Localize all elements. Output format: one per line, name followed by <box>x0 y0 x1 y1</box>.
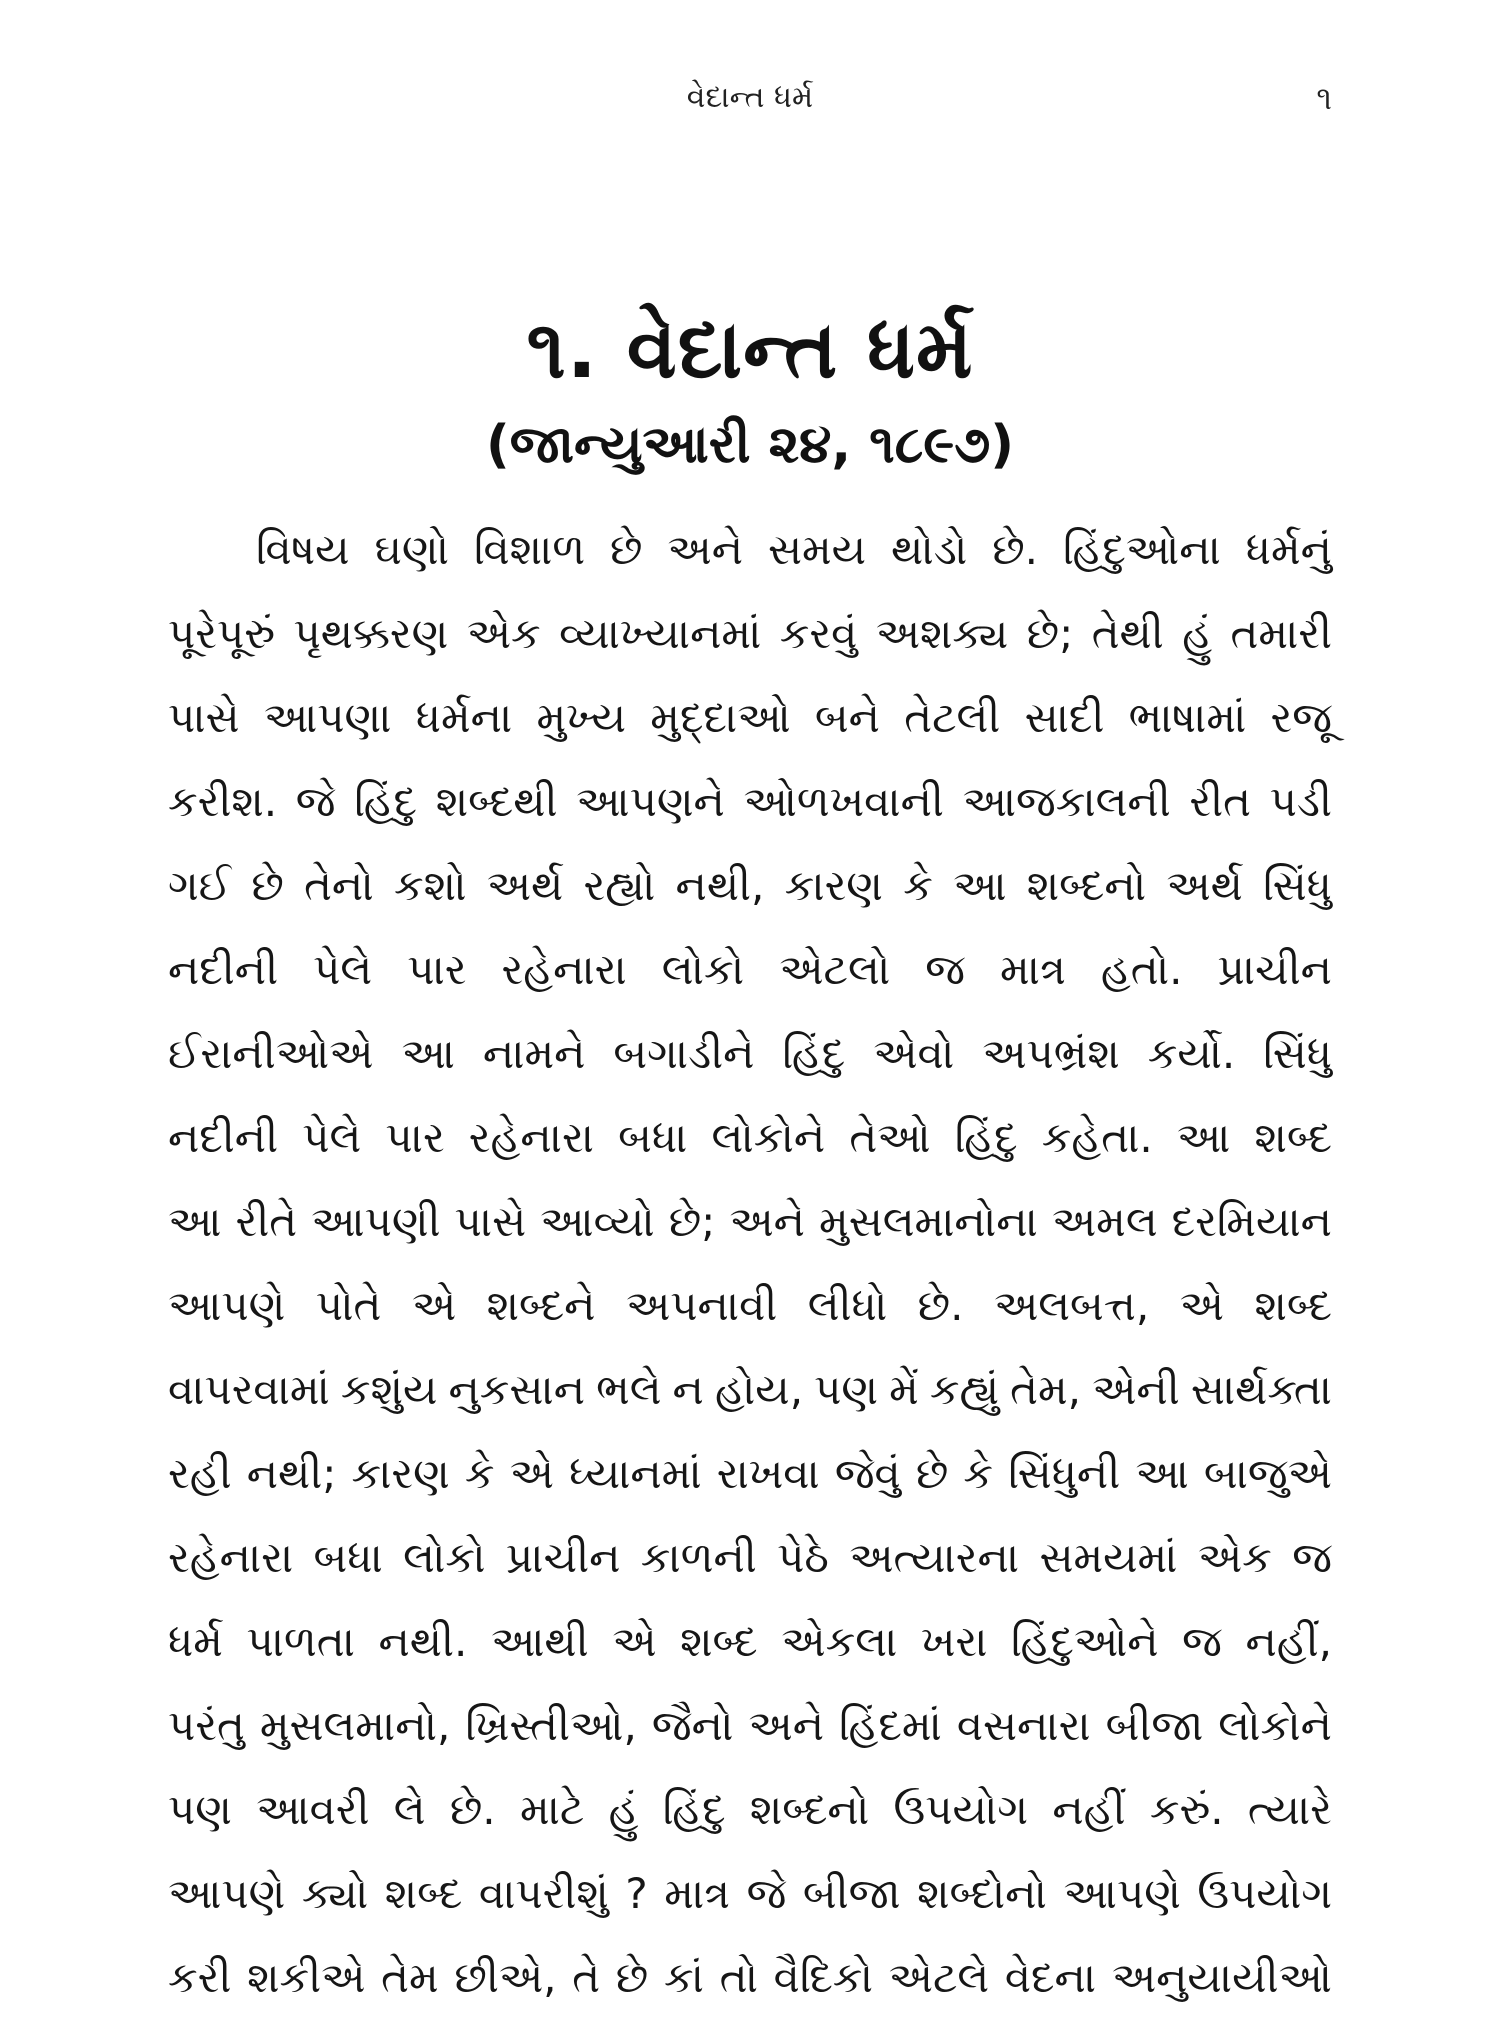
word: નથી, <box>675 861 765 910</box>
word: શબ્દનો <box>1026 861 1147 910</box>
word: પાર <box>407 945 467 994</box>
word: કે <box>903 861 933 910</box>
word: કાં <box>663 1953 704 2002</box>
word: કે <box>464 1449 495 1498</box>
word: એની <box>1092 1365 1180 1414</box>
word: નદીની <box>168 945 279 994</box>
word: ઉપયોગ <box>1197 1869 1332 1918</box>
word: બીજા <box>802 1869 901 1918</box>
word: સમયમાં <box>1039 1533 1178 1582</box>
word: ધર્મના <box>415 693 513 742</box>
word: એકલા <box>781 1617 898 1666</box>
word: લોકોને <box>711 1113 826 1162</box>
word: બધા <box>618 1113 688 1162</box>
word: એક <box>1197 1533 1272 1582</box>
word: છે. <box>992 525 1039 574</box>
word: આ <box>401 1029 455 1078</box>
word: ગઈ <box>168 861 232 910</box>
word: શબ્દ <box>680 1617 758 1666</box>
word: ધ્યાનમાં <box>569 1449 702 1498</box>
word: પૃથક્કરણ <box>293 609 449 658</box>
word: નથી. <box>378 1617 468 1666</box>
word: પેલે <box>313 945 373 994</box>
word: હિંદુ <box>354 777 418 826</box>
word: એવો <box>873 1029 955 1078</box>
word: પોતે <box>315 1281 382 1330</box>
word: પાસે <box>168 693 240 742</box>
word: સિંધુ <box>1263 1029 1332 1078</box>
text-line <box>168 1936 1332 2020</box>
word: આ <box>953 861 1007 910</box>
word: તેટલી <box>904 693 1001 742</box>
word: રહેનારા <box>168 1533 294 1582</box>
word: વસનારા <box>956 1701 1091 1750</box>
word: વિશાળ <box>473 525 586 574</box>
word: કહ્યું <box>929 1365 1000 1414</box>
word: મેં <box>889 1365 919 1414</box>
word: ઘણો <box>374 525 450 574</box>
word: નદીની <box>168 1113 279 1162</box>
word: પણ <box>168 1785 232 1834</box>
word: કશુંય <box>340 1365 438 1414</box>
word: તો <box>719 1953 758 2002</box>
chapter-title: ૧. વેદાન્ત ધર્મ <box>526 303 974 396</box>
body-paragraph <box>168 508 1332 2020</box>
text-line <box>168 1600 1332 1684</box>
word: શબ્દોનો <box>917 1869 1047 1918</box>
word: માત્ર <box>1000 945 1066 994</box>
text-line <box>168 1516 1332 1600</box>
word: મુસલમાનો, <box>259 1701 451 1750</box>
word: જે <box>746 1869 787 1918</box>
word: અને <box>667 525 744 574</box>
word: પણ <box>814 1365 879 1414</box>
word: આપણે <box>168 1869 286 1918</box>
word: તેથી <box>1091 609 1164 658</box>
word: જ <box>1292 1533 1332 1582</box>
word: શબ્દનો <box>749 1785 870 1834</box>
word: રીતે <box>235 1197 298 1246</box>
word: હિંદુઓના <box>1062 525 1221 574</box>
word: આવરી <box>256 1785 370 1834</box>
word: હું <box>608 1785 639 1834</box>
word: હિંદુ <box>954 1113 1018 1162</box>
word: જૈનો <box>651 1701 734 1750</box>
word: વાપરીશું <box>478 1869 609 1918</box>
word: સમય <box>767 525 867 574</box>
word: આવ્યો <box>540 1197 655 1246</box>
word: કર્યો. <box>1147 1029 1236 1078</box>
word: એ <box>1179 1281 1224 1330</box>
word: થોડો <box>890 525 968 574</box>
word: કરી <box>168 1953 232 2002</box>
word: ઓળખવાની <box>743 777 944 826</box>
word: મુસલમાનોના <box>819 1197 1038 1246</box>
word: બાજુએ <box>1203 1449 1332 1498</box>
word: નહીં, <box>1245 1617 1332 1666</box>
word: ભાષામાં <box>1128 693 1247 742</box>
word: કહેતા. <box>1041 1113 1153 1162</box>
text-line <box>168 676 1332 760</box>
word: અમલ <box>1051 1197 1158 1246</box>
word: નુકસાન <box>448 1365 585 1414</box>
word: હિંદુ <box>782 1029 846 1078</box>
word: હિંદુઓને <box>1011 1617 1159 1666</box>
word: એ <box>509 1449 554 1498</box>
word: રહેનારા <box>468 1113 594 1162</box>
word: આપણને <box>576 777 725 826</box>
word: પાસે <box>454 1197 527 1246</box>
word: વેદના <box>1004 1953 1097 2002</box>
word: એ <box>612 1617 657 1666</box>
word: અત્યારના <box>849 1533 1020 1582</box>
word: અર્થ <box>1166 861 1243 910</box>
word: ધર્મનું <box>1245 525 1332 574</box>
word: એટલો <box>779 945 891 994</box>
word: સાર્થક્તા <box>1190 1365 1332 1414</box>
word: આ <box>1135 1449 1189 1498</box>
word: કરીશ. <box>168 777 278 826</box>
text-line <box>168 1852 1332 1936</box>
word: ત્યારે <box>1247 1785 1332 1834</box>
word: વાપરવામાં <box>168 1365 330 1414</box>
running-header <box>0 78 1500 118</box>
word: બધા <box>313 1533 383 1582</box>
word: જે <box>295 777 336 826</box>
word: લોકો <box>661 945 745 994</box>
word: વિષય <box>256 525 350 574</box>
word: દરમિયાન <box>1171 1197 1332 1246</box>
word: બીજા <box>1105 1701 1204 1750</box>
word: છે. <box>917 1281 964 1330</box>
word: અપનાવી <box>625 1281 778 1330</box>
word: હિંદમાં <box>839 1701 942 1750</box>
word: રજૂ <box>1270 693 1332 742</box>
word: છે; <box>1026 609 1074 658</box>
word: પૂરેપૂરું <box>168 609 276 658</box>
text-line <box>168 1180 1332 1264</box>
word: પેઠે <box>777 1533 829 1582</box>
word: અપભ્રંશ <box>982 1029 1120 1078</box>
word: કશો <box>393 861 467 910</box>
word: ? <box>625 1869 648 1918</box>
word: અર્થ <box>486 861 564 910</box>
word: સિંધુ <box>1263 861 1332 910</box>
word: કાળની <box>640 1533 757 1582</box>
word: હિંદુ <box>662 1785 726 1834</box>
word: રહ્યો <box>583 861 656 910</box>
text-line <box>168 844 1332 928</box>
word: ઈરાનીઓએ <box>168 1029 374 1078</box>
word: કારણ <box>351 1449 450 1498</box>
word: નહીં <box>1052 1785 1126 1834</box>
word: સાદી <box>1024 693 1105 742</box>
word: હું <box>1182 609 1213 658</box>
text-line <box>168 1012 1332 1096</box>
word: અને <box>748 1701 824 1750</box>
word: રીત <box>1189 777 1251 826</box>
word: પાળતા <box>246 1617 355 1666</box>
text-line <box>168 1096 1332 1180</box>
word: તેમ, <box>1010 1365 1082 1414</box>
word: લોકોને <box>1218 1701 1332 1750</box>
word: આ <box>168 1197 222 1246</box>
running-title: વેદાન્ત ધર્મ <box>686 80 814 115</box>
word: આપણે <box>1063 1869 1181 1918</box>
word: આપણે <box>168 1281 286 1330</box>
word: ન <box>672 1365 704 1414</box>
word: રહેનારા <box>501 945 627 994</box>
word: તેનો <box>304 861 374 910</box>
word: લે <box>393 1785 426 1834</box>
word: લીધો <box>807 1281 888 1330</box>
word: કરું. <box>1149 1785 1224 1834</box>
word: મુદ્દાઓ <box>650 693 791 742</box>
word: રહી <box>168 1449 232 1498</box>
text-line <box>168 1684 1332 1768</box>
text-line <box>168 1264 1332 1348</box>
word: પ્રાચીન <box>505 1533 621 1582</box>
text-line <box>168 760 1332 844</box>
word: પરંતુ <box>168 1701 245 1750</box>
word: અને <box>729 1197 805 1246</box>
word: તેઓ <box>849 1113 931 1162</box>
word: અશક્ય <box>875 609 1009 658</box>
word: કરવું <box>779 609 858 658</box>
word: આજકાલની <box>962 777 1171 826</box>
text-line <box>168 592 1332 676</box>
word: આ <box>1176 1113 1231 1162</box>
word: શબ્દ <box>1254 1113 1332 1162</box>
word: હોય, <box>714 1365 804 1414</box>
word: છે <box>610 525 643 574</box>
word: તમારી <box>1230 609 1332 658</box>
word: આથી <box>490 1617 589 1666</box>
word: છે <box>251 861 284 910</box>
word: નથી; <box>246 1449 337 1498</box>
word: છે <box>915 1449 949 1498</box>
text-line <box>168 928 1332 1012</box>
text-line <box>168 508 1332 592</box>
word: ખ્રિસ્તીઓ, <box>465 1701 637 1750</box>
word: પ્રાચીન <box>1217 945 1332 994</box>
word: બગાડીને <box>613 1029 755 1078</box>
word: છે. <box>449 1785 496 1834</box>
word: શબ્દ <box>384 1869 463 1918</box>
word: આપણી <box>311 1197 441 1246</box>
word: ઉપયોગ <box>893 1785 1029 1834</box>
page-number: ૧ <box>1316 79 1332 117</box>
word: છે <box>615 1953 649 2002</box>
word: છીએ, <box>454 1953 557 2002</box>
word: જેવું <box>834 1449 901 1498</box>
word: શકીએ <box>247 1953 366 2002</box>
word: એટલે <box>888 1953 990 2002</box>
word: શબ્દ <box>1254 1281 1332 1330</box>
word: ક્યો <box>301 1869 369 1918</box>
word: પેલે <box>302 1113 362 1162</box>
word: છે; <box>668 1197 716 1246</box>
word: તેમ <box>381 1953 439 2002</box>
word: સિંધુની <box>1008 1449 1121 1498</box>
word: બને <box>814 693 880 742</box>
chapter-date: (જાન્યુઆરી ૨૪, ૧૮૯૭) <box>485 415 1015 475</box>
word: હતો. <box>1100 945 1183 994</box>
word: ખરા <box>920 1617 988 1666</box>
word: ધર્મ <box>168 1617 223 1666</box>
word: શબ્દથી <box>435 777 558 826</box>
word: ભલે <box>596 1365 662 1414</box>
word: એક <box>466 609 541 658</box>
word: નામને <box>482 1029 586 1078</box>
word: લોકો <box>403 1533 486 1582</box>
word: કારણ <box>784 861 883 910</box>
word: રાખવા <box>716 1449 820 1498</box>
word: વ્યાખ્યાનમાં <box>559 609 762 658</box>
word: પડી <box>1269 777 1332 826</box>
word: વૈદિકો <box>773 1953 873 2002</box>
word: જ <box>1182 1617 1222 1666</box>
word: મુખ્ય <box>536 693 627 742</box>
word: અલબત્ત, <box>993 1281 1150 1330</box>
word: શબ્દને <box>486 1281 596 1330</box>
text-line <box>168 1432 1332 1516</box>
text-line <box>168 1348 1332 1432</box>
word: માત્ર <box>664 1869 730 1918</box>
word: અનુયાયીઓ <box>1111 1953 1332 2002</box>
word: એ <box>411 1281 457 1330</box>
word: તે <box>572 1953 601 2002</box>
word: કે <box>963 1449 994 1498</box>
word: માટે <box>519 1785 585 1834</box>
word: પાર <box>385 1113 445 1162</box>
word: આપણા <box>263 693 392 742</box>
text-line <box>168 1768 1332 1852</box>
word: જ <box>925 945 965 994</box>
